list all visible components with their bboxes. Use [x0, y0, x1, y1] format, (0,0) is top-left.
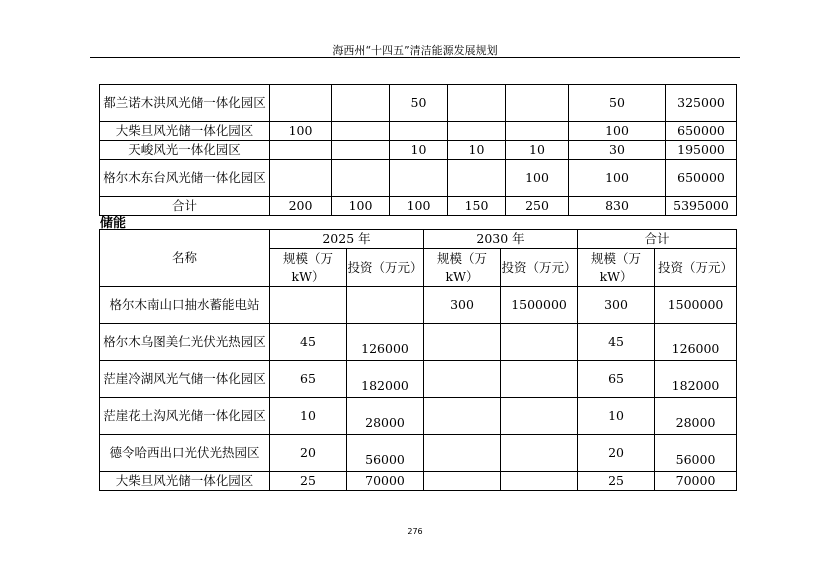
row-name: 合计 [100, 197, 270, 216]
table-row [100, 122, 737, 141]
cell: 100 [390, 197, 448, 216]
cell: 126000 [655, 324, 737, 361]
cell: 30 [569, 141, 666, 160]
cell: 10 [390, 141, 448, 160]
cell [424, 472, 501, 491]
cell: 830 [569, 197, 666, 216]
cell [506, 122, 569, 141]
cell [501, 472, 578, 491]
scale-header: 规模（万kW） [578, 249, 655, 287]
storage-table [99, 229, 737, 491]
row-name: 都兰诺木洪风光储一体化园区 [100, 85, 270, 122]
cell [501, 324, 578, 361]
cell: 200 [270, 197, 332, 216]
cell: 250 [506, 197, 569, 216]
scale-header: 规模（万kW） [270, 249, 347, 287]
cell: 45 [578, 324, 655, 361]
cell [424, 361, 501, 398]
row-name: 大柴旦风光储一体化园区 [100, 472, 270, 491]
energy-table [99, 84, 737, 216]
cell: 100 [332, 197, 390, 216]
cell: 300 [424, 287, 501, 324]
cell [501, 398, 578, 435]
cell: 10 [270, 398, 347, 435]
cell [390, 122, 448, 141]
cell: 28000 [655, 398, 737, 435]
cell [270, 85, 332, 122]
cell [448, 85, 506, 122]
table-row [100, 472, 737, 491]
page-number: 276 [407, 527, 423, 536]
cell: 50 [390, 85, 448, 122]
cell [332, 160, 390, 197]
table-row [100, 160, 737, 197]
cell: 126000 [347, 324, 424, 361]
header-row [100, 230, 737, 249]
cell [270, 160, 332, 197]
cell [390, 160, 448, 197]
cell: 20 [270, 435, 347, 472]
cell [424, 435, 501, 472]
cell: 28000 [347, 398, 424, 435]
cell [501, 435, 578, 472]
cell: 1500000 [655, 287, 737, 324]
cell: 100 [506, 160, 569, 197]
cell [347, 287, 424, 324]
section-title: 储能 [100, 216, 127, 231]
cell: 300 [578, 287, 655, 324]
row-name: 茫崖花土沟风光储一体化园区 [100, 398, 270, 435]
total-row [100, 197, 737, 216]
cell: 56000 [655, 435, 737, 472]
cell: 25 [270, 472, 347, 491]
header-rule [90, 57, 740, 58]
invest-header: 投资（万元） [501, 249, 578, 287]
row-name: 格尔木东台风光储一体化园区 [100, 160, 270, 197]
cell [270, 287, 347, 324]
cell [501, 361, 578, 398]
table-row [100, 324, 737, 361]
cell [332, 141, 390, 160]
row-name: 德令哈西出口光伏光热园区 [100, 435, 270, 472]
cell: 650000 [666, 122, 737, 141]
cell: 150 [448, 197, 506, 216]
row-name: 大柴旦风光储一体化园区 [100, 122, 270, 141]
cell [424, 398, 501, 435]
row-name: 格尔木乌图美仁光伏光热园区 [100, 324, 270, 361]
cell: 325000 [666, 85, 737, 122]
cell: 182000 [655, 361, 737, 398]
cell: 100 [569, 160, 666, 197]
cell: 182000 [347, 361, 424, 398]
row-name: 茫崖冷湖风光气储一体化园区 [100, 361, 270, 398]
cell: 25 [578, 472, 655, 491]
cell [270, 141, 332, 160]
invest-header: 投资（万元） [655, 249, 737, 287]
cell [448, 122, 506, 141]
cell [448, 160, 506, 197]
cell: 10 [578, 398, 655, 435]
cell: 70000 [347, 472, 424, 491]
row-name: 天峻风光一体化园区 [100, 141, 270, 160]
cell: 195000 [666, 141, 737, 160]
invest-header: 投资（万元） [347, 249, 424, 287]
cell: 100 [569, 122, 666, 141]
table-row [100, 398, 737, 435]
cell: 1500000 [501, 287, 578, 324]
cell: 65 [270, 361, 347, 398]
cell [332, 85, 390, 122]
cell: 70000 [655, 472, 737, 491]
cell: 65 [578, 361, 655, 398]
cell: 20 [578, 435, 655, 472]
cell: 50 [569, 85, 666, 122]
table-row [100, 85, 737, 122]
name-header: 名称 [100, 230, 270, 287]
table-row [100, 361, 737, 398]
period-header: 2025 年 [270, 230, 424, 249]
table-row [100, 141, 737, 160]
cell: 100 [270, 122, 332, 141]
page-header: 海西州“十四五”清洁能源发展规划 [332, 44, 498, 57]
cell [424, 324, 501, 361]
scale-header: 规模（万kW） [424, 249, 501, 287]
cell: 45 [270, 324, 347, 361]
period-header: 合计 [578, 230, 737, 249]
cell: 10 [448, 141, 506, 160]
cell: 56000 [347, 435, 424, 472]
cell: 650000 [666, 160, 737, 197]
cell: 10 [506, 141, 569, 160]
table-row [100, 287, 737, 324]
table-row [100, 435, 737, 472]
period-header: 2030 年 [424, 230, 578, 249]
row-name: 格尔木南山口抽水蓄能电站 [100, 287, 270, 324]
cell [506, 85, 569, 122]
cell [332, 122, 390, 141]
cell: 5395000 [666, 197, 737, 216]
